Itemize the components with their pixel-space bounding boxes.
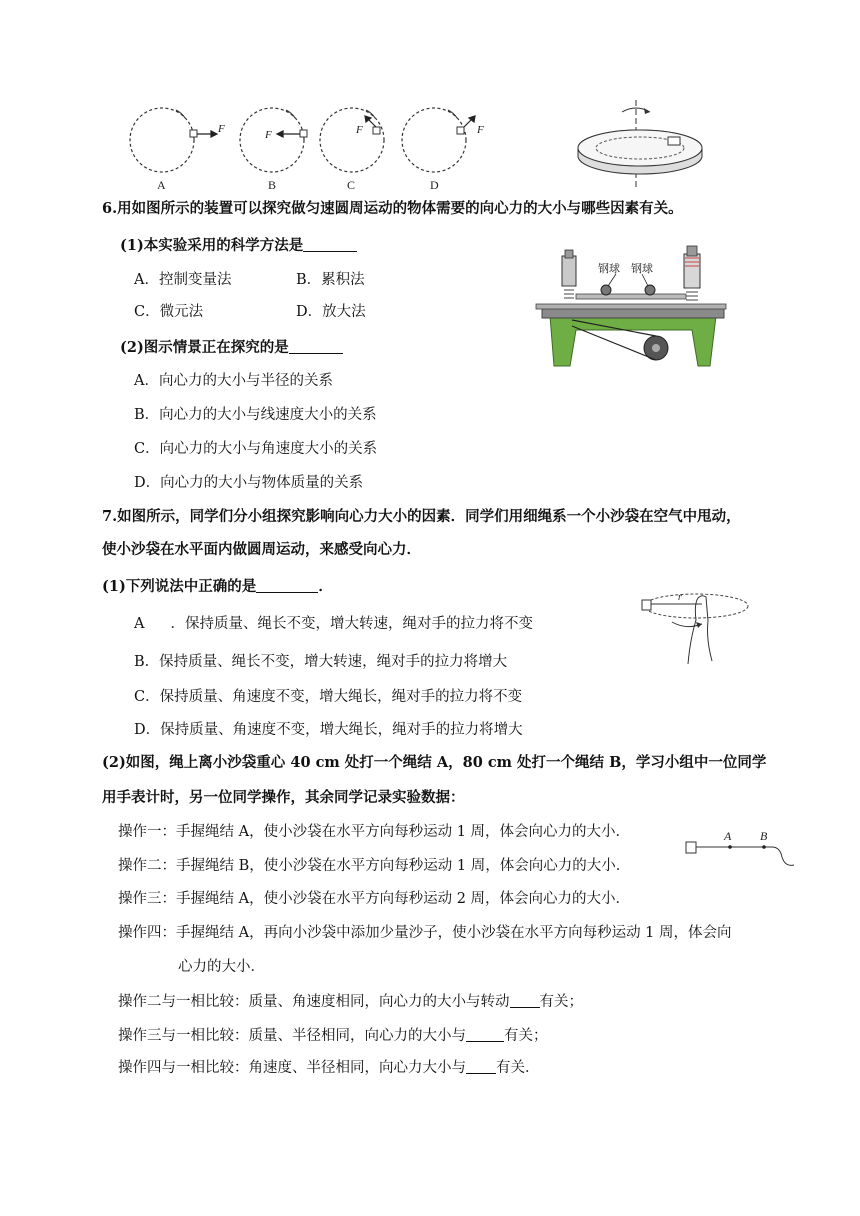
q6-part2-option-c[interactable]: C．向心力的大小与角速度大小的关系 [134,441,378,457]
q7-operation-2: 操作二：手握绳结 B，使小沙袋在水平方向每秒运动 1 周，体会向心力的大小． [118,858,631,874]
turntable-figure [574,98,724,193]
q7-part1-option-c[interactable]: C．保持质量、角速度不变，增大绳长，绳对手的拉力将不变 [134,689,523,705]
answer-blank[interactable] [466,1027,504,1042]
q6-part1-option-c[interactable]: C．微元法 [134,304,204,320]
rope-knots-figure [682,826,798,872]
answer-blank[interactable] [510,993,540,1008]
q7-comparison-3: 操作四与一相比较：角速度、半径相同，向心力大小与 有关． [118,1060,540,1076]
knot-b-label: B [760,829,768,843]
force-label-a: F [218,123,225,135]
q7-comparison-2: 操作三与一相比较：质量、半径相同，向心力的大小与 有关； [118,1028,548,1044]
q7-stem-line2: 使小沙袋在水平面内做圆周运动，来感受向心力． [102,541,421,558]
answer-blank[interactable] [303,237,357,252]
force-circles-figure [120,100,500,195]
q6-stem: 6.用如图所示的装置可以探究做匀速圆周运动的物体需要的向心力的大小与哪些因素有关。 [102,200,683,217]
answer-blank[interactable] [289,339,343,354]
figure-label-a: A [157,178,166,192]
figure-label-b: B [268,178,277,192]
answer-blank[interactable] [256,578,318,593]
q7-stem-line1: 7.如图所示，同学们分小组探究影响向心力大小的因素．同学们用细绳系一个小沙袋在空气中甩动， [102,508,741,525]
radius-label: r [678,592,682,603]
force-label-c: F [356,124,363,136]
q7-comparison-1: 操作二与一相比较：质量、角速度相同，向心力的大小与转动 有关； [118,994,583,1010]
answer-blank[interactable] [466,1059,496,1074]
steel-ball-label-left: 钢球 [598,263,620,275]
q7-part1-option-b[interactable]: B．保持质量、绳长不变，增大转速，绳对手的拉力将增大 [134,654,508,670]
q7-part2-line1: (2)如图，绳上离小沙袋重心 40 cm 处打一个绳结 A，80 cm 处打一个绳结 B，学习小组中一位同学 [102,754,767,771]
q7-part2-line2: 用手表计时，另一位同学操作，其余同学记录实验数据： [102,789,465,806]
hand-sandbag-figure [638,584,758,670]
q6-part1-prompt: (1)本实验采用的科学方法是 [120,237,357,255]
q6-part1-option-a[interactable]: A．控制变量法 [134,272,232,288]
q7-operation-4-line1: 操作四：手握绳结 A，再向小沙袋中添加少量沙子，使小沙袋在水平方向每秒运动 1 周，体会向 [118,925,732,941]
q6-part2-option-b[interactable]: B．向心力的大小与线速度大小的关系 [134,407,377,423]
knot-a-label: A [724,829,732,843]
q7-part1-option-a[interactable]: A ．保持质量、绳长不变，增大转速，绳对手的拉力将不变 [134,616,533,632]
q7-part1-prompt: (1)下列说法中正确的是 ． [102,578,333,595]
q7-part1-option-d[interactable]: D．保持质量、角速度不变，增大绳长，绳对手的拉力将增大 [134,722,523,738]
force-label-d: F [477,124,484,136]
force-label-b: F [265,129,272,141]
q6-part2-option-d[interactable]: D．向心力的大小与物体质量的关系 [134,475,364,491]
figure-label-d: D [430,178,439,192]
figure-label-c: C [347,178,356,192]
steel-ball-label-right: 钢球 [631,263,653,275]
centripetal-apparatus-figure [532,238,732,372]
q7-operation-3: 操作三：手握绳结 A，使小沙袋在水平方向每秒运动 2 周，体会向心力的大小． [118,891,631,907]
q6-part1-option-b[interactable]: B．累积法 [296,272,365,288]
q7-operation-4-line2: 心力的大小． [178,959,265,975]
q7-operation-1: 操作一：手握绳结 A，使小沙袋在水平方向每秒运动 1 周，体会向心力的大小． [118,824,631,840]
q6-part1-option-d[interactable]: D．放大法 [296,304,366,320]
q6-part2-prompt: (2)图示情景正在探究的是 [120,339,343,357]
q6-part2-option-a[interactable]: A．向心力的大小与半径的关系 [134,373,333,389]
